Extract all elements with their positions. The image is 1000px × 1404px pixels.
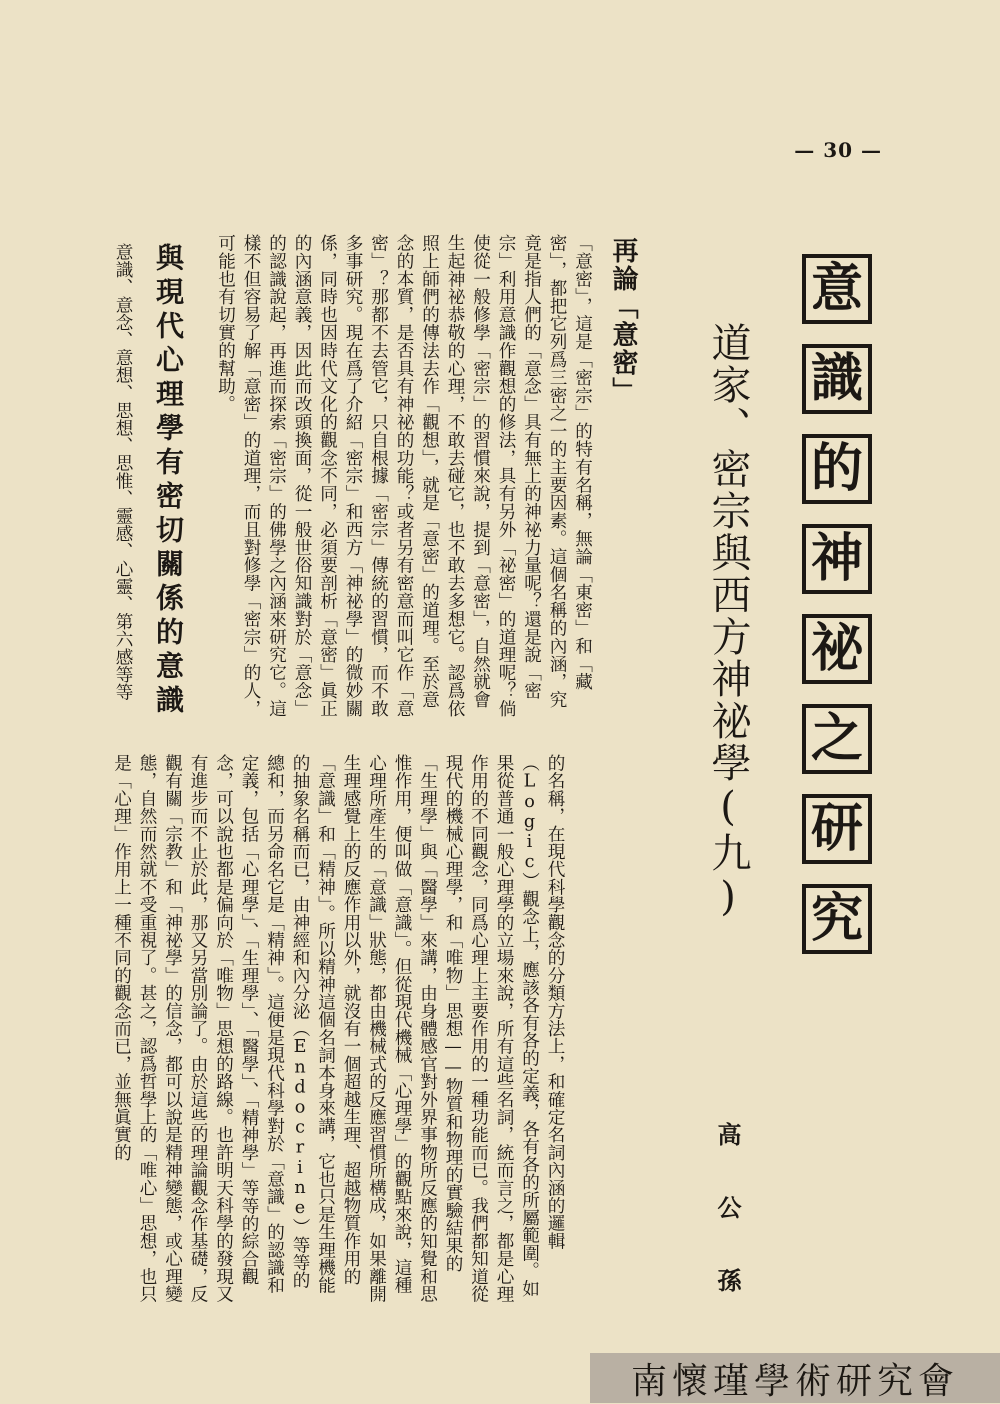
section-body <box>108 754 567 1304</box>
title-char: 識 <box>802 344 872 414</box>
section-heading: 與現代心理學有密切關係的意識 <box>152 243 185 719</box>
section-body-first-line: 意識、意念、意想、思想、思惟、靈感、心靈、第六感等等 <box>113 243 133 701</box>
title-char: 究 <box>802 884 872 954</box>
title-char: 神 <box>802 524 872 594</box>
publisher-name: 南懷瑾學術研究會 <box>630 1360 959 1402</box>
article-subtitle: 道家、密宗與西方神祕學(九) <box>705 322 751 922</box>
title-char: 研 <box>802 794 872 864</box>
section-heading: 再論「意密」 <box>608 237 638 405</box>
page-number: — 30 — <box>794 138 882 162</box>
publisher-banner <box>590 1353 1000 1403</box>
paragraph: 「意密」，這是「密宗」的特有名稱，無論「東密」和「藏密」，都把它列爲三密之一的主要因素。這個名稱的內涵，究竟是指人們的「意念」具有無上的神祕力量呢？還是說「密宗」利用意識作觀想的修法，具有另外「祕密」的道理呢？倘使從一般修學「密宗」的習慣來說，提到「意密」，自然就會生起神祕恭敬的心理，不敢去碰它，也不敢去多想它。認爲依照上師們的傳法去作「觀想」，就是「意密」的道理。至於意念的本質，是否具有神祕的功能？或者另有密意而叫它作「意密」？那都不去管它，只自根據「密宗」傳統的習慣，而不敢多事研究。現在爲了介紹「密宗」和西方「神祕學」的微妙關係，同時也因時代文化的觀念不同，必須要剖析「意密」眞正的內涵意義，因此而改頭換面，從一般世俗知識對於「意念」的認識說起，再進而探索「密宗」的佛學之內涵來研究它。這樣不但容易了解「意密」的道理，而且對修學「密宗」的人，可能也有切實的幫助。 <box>215 234 593 718</box>
title-char: 的 <box>802 434 872 504</box>
author-name: 高 公 孫 <box>713 1122 742 1302</box>
section-body <box>212 234 595 718</box>
paragraph: 的名稱，在現代科學觀念的分類方法上，和確定名詞內涵的邏輯（Logic）觀念上，應該各有各的定義，各有各的所屬範圍。如果從普通一般心理學的立場來說，所有這些名詞，統而言之，都是心理作用的不同觀念，同爲心理上主要作用的一種功能而已。我們都知道從現代的機械心理學，和「唯物」思想——物質和物理的實驗結果的「生理學」與「醫學」來講，由身體感官對外界事物所反應的知覺和思惟作用，便叫做「意識」。但從現代機械「心理學」的觀點來說，這種心理所產生的「意識」狀態，都由機械式的反應習慣所構成，如果離開生理感覺上的反應作用以外，就沒有一個超越生理、超越物質作用的「意識」和「精神」。所以精神這個名詞本身來講，它也只是生理機能的抽象名稱而已，由神經和內分泌（Endocrine）等等的總和，而另命名它是「精神」。這便是現代科學對於「意識」的認識和定義，包括「心理學」、「生理學」、「醫學」、「精神學」等等的綜合觀念，可以說也都是偏向於「唯物」思想的路線。也許明天科學的發現又有進步而不止於此，那又另當別論了。由於這些的理論觀念作基礎，反觀有關「宗教」和「神祕學」的信念，都可以說是精神變態，或心理變態，自然而然就不受重視了。甚之，認爲哲學上的「唯心」思想，也只是「心理」作用上一種不同的觀念而已，並無眞實的 <box>111 754 565 1303</box>
title-char: 意 <box>802 254 872 324</box>
title-char: 之 <box>802 704 872 774</box>
article-title <box>795 254 879 954</box>
title-char: 祕 <box>802 614 872 684</box>
